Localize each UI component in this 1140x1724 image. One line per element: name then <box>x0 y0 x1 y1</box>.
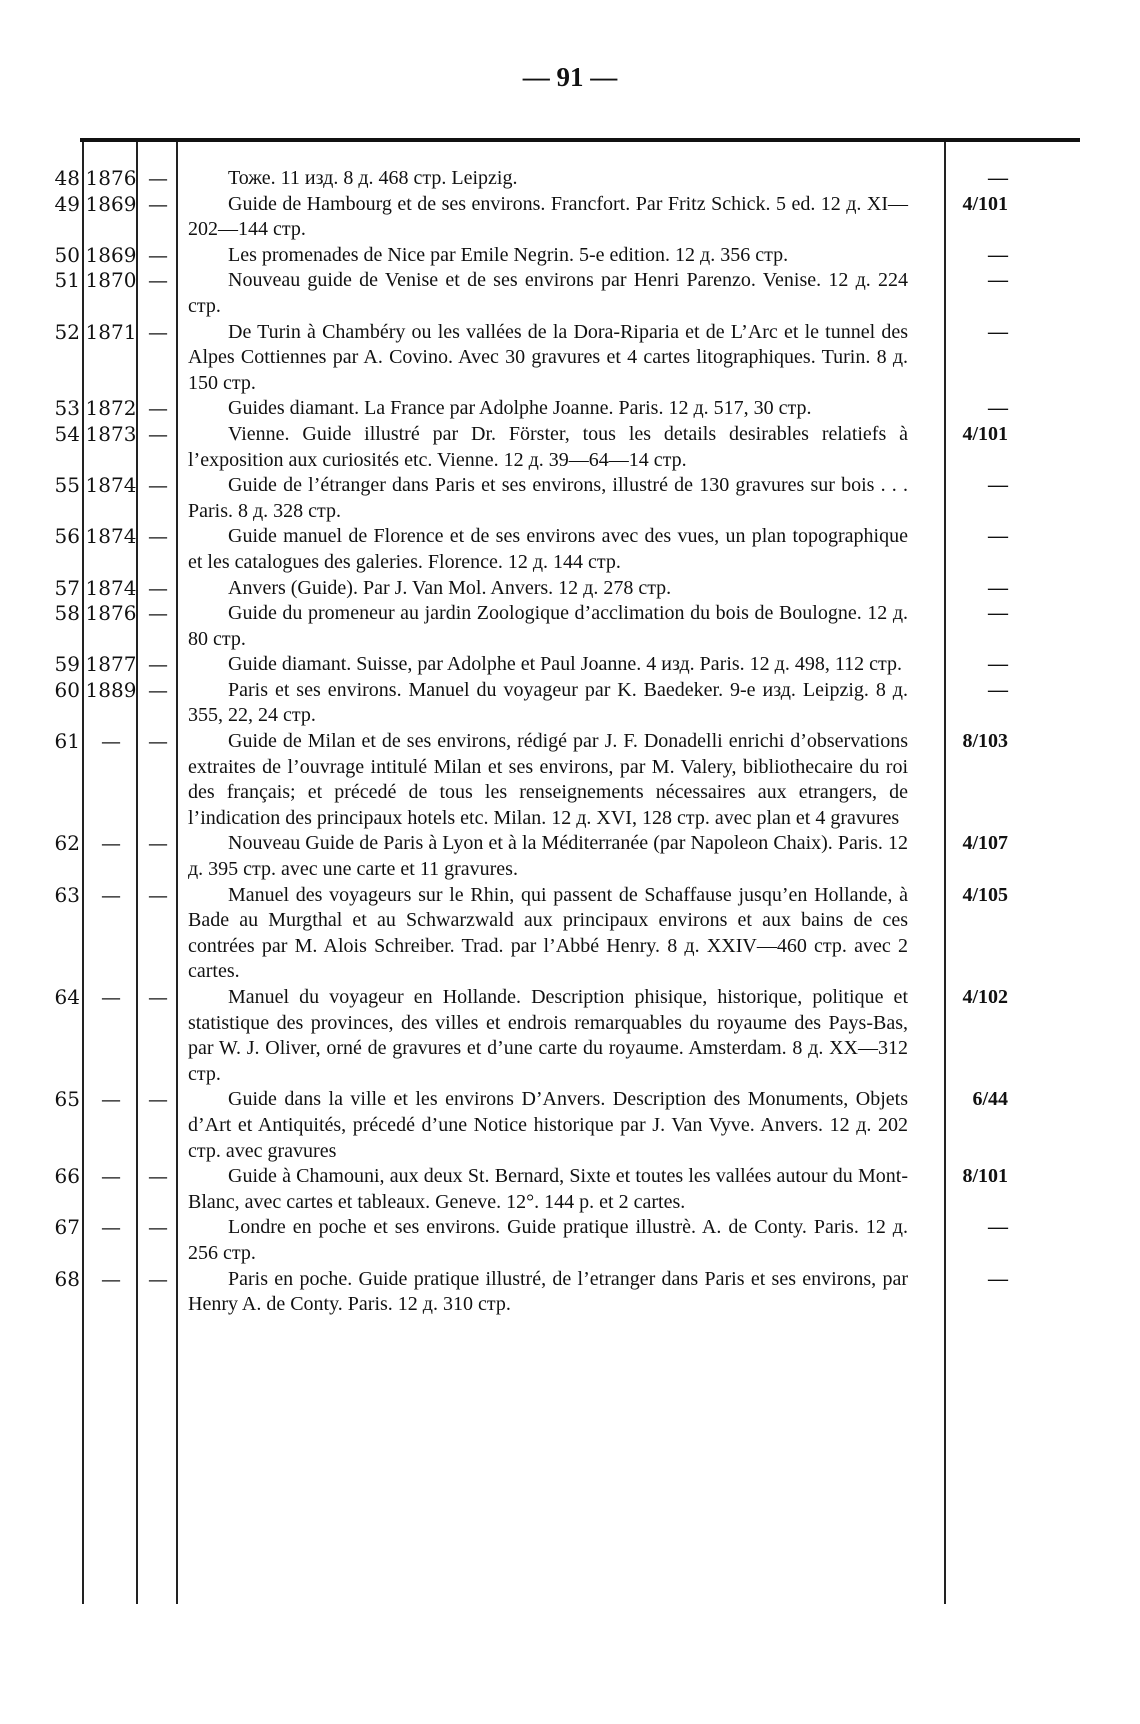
entry-description: Nouveau guide de Venise et de ses environs par Henri Parenzo. Venise. 12 д. 224 стр. <box>188 269 908 317</box>
entry-dash: — <box>148 1215 168 1240</box>
ledger-entry <box>40 396 1100 422</box>
ledger-entry <box>40 729 1100 831</box>
entry-dash: — <box>148 985 168 1009</box>
entry-number: 67 <box>54 1215 80 1240</box>
entry-description: Paris en poche. Guide pratique illustré, de l’etranger dans Paris et ses environs, par Henry A. de Conty. Paris. 12 д. 310 стр. <box>188 1267 908 1316</box>
ledger-entry <box>40 883 1100 985</box>
entry-number: 48 <box>54 166 80 190</box>
entry-number: 57 <box>54 575 80 600</box>
entry-year: — <box>101 1215 121 1240</box>
entry-dash: — <box>148 1087 168 1112</box>
entry-price: 8/103 <box>962 730 1008 753</box>
entry-price: — <box>988 602 1008 625</box>
entry-dash: — <box>148 319 168 344</box>
entry-description: De Turin à Chambéry ou les vallées de la Dora-Riparia et de L’Arc et le tunnel des Alpes Cottiennes par A. Covino. Avec 30 gravures et 4 cartes litographiques. Turin. 8 д. 150 стр. <box>188 320 908 394</box>
entry-number: 68 <box>54 1266 80 1291</box>
entry-price: 4/102 <box>962 986 1008 1008</box>
entry-description: Manuel des voyageurs sur le Rhin, qui passent de Schaffause jusqu’en Hollande, à Bade au Murgthal et au Schwarzwald aux principaux environs et aux bains de ces contrées par M. Alois Schreiber. Trad. par l’Abbé Henry. 8 д. XXIV—460 стр. avec 2 cartes. <box>188 883 908 983</box>
entry-price: — <box>988 243 1008 266</box>
ledger-entry <box>40 985 1100 1087</box>
entry-dash: — <box>148 652 168 677</box>
entry-description: Guide à Chamouni, aux deux St. Bernard, Sixte et toutes les vallées autour du Mont-Blanc, avec cartes et tableaux. Geneve. 12°. 144 p. et 2 cartes. <box>188 1165 908 1213</box>
entry-description: Vienne. Guide illustré par Dr. Förster, tous les details desirables relatiefs à l’exposition aux curiosités etc. Vienne. 12 д. 39—64—14 стр. <box>188 422 908 471</box>
entry-dash: — <box>148 831 168 856</box>
entry-dash: — <box>148 396 168 421</box>
entry-dash: — <box>148 1266 168 1291</box>
entry-number: 59 <box>54 652 80 677</box>
entry-year: 1873 <box>85 421 137 446</box>
entry-price: 4/105 <box>962 883 1008 906</box>
entry-dash: — <box>148 166 168 190</box>
entry-description: Guide du promeneur au jardin Zoologique d’acclimation du bois de Boulogne. 12 д. 80 стр. <box>188 602 908 650</box>
ledger-entry <box>40 1215 1100 1266</box>
entry-year: 1876 <box>85 601 137 626</box>
top-rule <box>80 138 1080 142</box>
ledger-entry <box>40 422 1100 473</box>
entry-year: — <box>101 882 121 907</box>
ledger-entry <box>40 473 1100 524</box>
ledger-entry <box>40 601 1100 652</box>
entry-year: — <box>101 1087 121 1112</box>
entry-description: Anvers (Guide). Par J. Van Mol. Anvers. 12 д. 278 стр. <box>228 576 672 599</box>
entry-year: 1869 <box>85 242 137 267</box>
entry-description: Guide de l’étranger dans Paris et ses environs, illustré de 130 gravures sur bois . . . Paris. 8 д. 328 стр. <box>188 474 908 522</box>
entry-price: 8/101 <box>962 1165 1008 1188</box>
ledger-entry <box>40 831 1100 882</box>
ledger-entry <box>40 243 1100 269</box>
page-number: — 91 — <box>522 62 618 92</box>
entry-description: Guide manuel de Florence et de ses environs avec des vues, un plan topographique et les catalogues des galeries. Florence. 12 д. 144 стр. <box>188 525 908 573</box>
entry-year: — <box>101 729 121 754</box>
entry-price: 4/107 <box>962 832 1008 855</box>
entry-price: — <box>988 167 1008 189</box>
entry-number: 50 <box>54 242 80 267</box>
entry-year: 1874 <box>85 473 137 498</box>
entry-number: 49 <box>54 191 80 216</box>
entry-price: 6/44 <box>972 1088 1008 1111</box>
ledger-entry <box>40 678 1100 729</box>
entry-price: — <box>988 1216 1008 1239</box>
ledger-entry <box>40 268 1100 319</box>
entry-description: Guides diamant. La France par Adolphe Joanne. Paris. 12 д. 517, 30 стр. <box>228 397 812 420</box>
entry-price: — <box>988 474 1008 497</box>
entry-dash: — <box>148 268 168 293</box>
entry-number: 66 <box>54 1164 80 1189</box>
entry-description: Guide de Hambourg et de ses environs. Francfort. Par Fritz Schick. 5 ed. 12 д. XI—202—144 стр. <box>188 192 908 241</box>
entry-price: 4/101 <box>962 192 1008 215</box>
entry-price: — <box>988 576 1008 599</box>
entry-dash: — <box>148 242 168 267</box>
ledger-entry <box>40 320 1100 397</box>
entry-description: Guide dans la ville et les environs D’Anvers. Description des Monuments, Objets d’Art et Antiquités, précedé d’une Notice historique par J. Van Vyve. Anvers. 12 д. 202 стр. avec gravures <box>188 1088 908 1162</box>
catalog-ledger <box>40 166 1100 1318</box>
entry-dash: — <box>148 601 168 626</box>
ledger-entry <box>40 192 1100 243</box>
entry-year: 1877 <box>85 652 137 677</box>
entry-year: — <box>101 1266 121 1291</box>
entry-year: — <box>101 985 121 1009</box>
ledger-entry <box>40 524 1100 575</box>
entry-price: — <box>988 525 1008 548</box>
entry-dash: — <box>148 524 168 549</box>
entry-dash: — <box>148 729 168 754</box>
entry-description: Manuel du voyageur en Hollande. Description phisique, historique, politique et statistique des provinces, des villes et endrois remarquables du royaume des Pays-Bas, par W. J. Oliver, orné de gravures et d’une carte du royaume. Amsterdam. 8 д. XX—312 стр. <box>188 986 908 1085</box>
entry-number: 51 <box>54 268 80 293</box>
entry-description: Guide de Milan et de ses environs, rédigé par J. F. Donadelli enrichi d’observations extraites de l’ouvrage intitulé Milan et ses environs, par M. Valery, bibliothecaire du roi des français; et précedé de tous les renseignements nécessaires aux etrangers, de l’indication des principaux hotels etc. Milan. 12 д. XVI, 128 стр. avec plan et 4 gravures <box>188 730 908 829</box>
entry-description: Тоже. 11 изд. 8 д. 468 стр. Leipzig. <box>228 167 518 189</box>
entry-description: Paris et ses environs. Manuel du voyageur par K. Baedeker. 9-е изд. Leipzig. 8 д. 355, 22, 24 стр. <box>188 678 908 727</box>
entry-number: 52 <box>54 319 80 344</box>
entry-year: 1869 <box>85 191 137 216</box>
entry-description: Les promenades de Nice par Emile Negrin. 5-e edition. 12 д. 356 стр. <box>228 243 789 266</box>
entry-dash: — <box>148 575 168 600</box>
entry-number: 54 <box>54 421 80 446</box>
ledger-entry <box>40 1267 1100 1318</box>
entry-year: 1876 <box>85 166 137 190</box>
entry-price: — <box>988 397 1008 420</box>
entry-year: 1871 <box>85 319 137 344</box>
entry-number: 64 <box>54 985 80 1009</box>
entry-dash: — <box>148 677 168 702</box>
entry-price: — <box>988 1267 1008 1290</box>
entry-year: 1872 <box>85 396 137 421</box>
ledger-entry <box>40 576 1100 602</box>
entry-description: Nouveau Guide de Paris à Lyon et à la Méditerranée (par Napoleon Chaix). Paris. 12 д. 395 стр. avec une carte et 11 gravures. <box>188 832 908 881</box>
entry-number: 60 <box>54 677 80 702</box>
entry-number: 63 <box>54 882 80 907</box>
entry-dash: — <box>148 882 168 907</box>
ledger-entry <box>40 652 1100 678</box>
entry-year: 1874 <box>85 524 137 549</box>
ledger-entry <box>40 1087 1100 1164</box>
entry-year: 1870 <box>85 268 137 293</box>
entry-price: 4/101 <box>962 422 1008 445</box>
entry-dash: — <box>148 473 168 498</box>
entry-year: — <box>101 831 121 856</box>
entry-price: — <box>988 320 1008 343</box>
entry-price: — <box>988 269 1008 292</box>
entry-year: 1874 <box>85 575 137 600</box>
entry-number: 62 <box>54 831 80 856</box>
entry-year: 1889 <box>85 677 137 702</box>
entry-price: — <box>988 678 1008 701</box>
entry-number: 61 <box>54 729 80 754</box>
entry-number: 58 <box>54 601 80 626</box>
entry-number: 65 <box>54 1087 80 1112</box>
entry-number: 56 <box>54 524 80 549</box>
ledger-entry <box>40 1164 1100 1215</box>
entry-dash: — <box>148 421 168 446</box>
entry-number: 53 <box>54 396 80 421</box>
entry-price: — <box>988 653 1008 676</box>
entry-description: Londre en poche et ses environs. Guide pratique illustrè. A. de Conty. Paris. 12 д. 256 стр. <box>188 1216 908 1264</box>
entry-dash: — <box>148 191 168 216</box>
ledger-entry <box>40 166 1100 192</box>
entry-number: 55 <box>54 473 80 498</box>
entry-description: Guide diamant. Suisse, par Adolphe et Paul Joanne. 4 изд. Paris. 12 д. 498, 112 стр. <box>228 653 902 676</box>
entry-year: — <box>101 1164 121 1189</box>
entry-dash: — <box>148 1164 168 1189</box>
